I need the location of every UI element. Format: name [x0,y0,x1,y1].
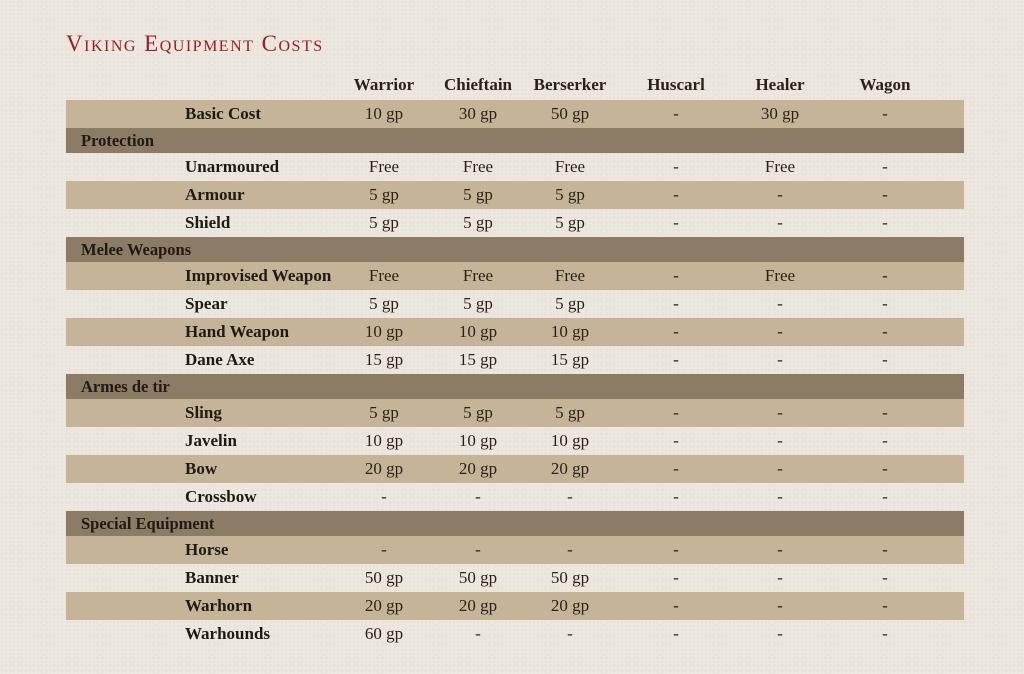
cost-cell: - [567,624,573,643]
column-header-healer: Healer [755,75,805,94]
cost-cell: Free [764,266,796,285]
table-row [66,536,964,564]
cost-cell: - [882,624,888,643]
cost-cell: - [475,540,481,559]
item-label: Crossbow [185,487,257,506]
cost-cell: 5 gp [463,294,493,313]
cost-cell: - [882,322,888,341]
cost-cell: 50 gp [458,568,498,587]
cost-cell: 20 gp [458,596,498,615]
cost-cell: 15 gp [364,350,404,369]
section-label: Protection [81,131,155,150]
cost-cell: - [567,487,573,506]
cost-cell: 20 gp [364,459,404,478]
cost-cell: - [882,350,888,369]
cost-cell: - [673,568,679,587]
cost-cell: - [882,568,888,587]
cost-cell: 15 gp [458,350,498,369]
section-label: Melee Weapons [81,240,192,259]
cost-cell: Free [554,266,586,285]
item-label: Bow [185,459,218,478]
cost-cell: - [673,294,679,313]
cost-cell: Free [462,157,494,176]
cost-cell: Free [764,157,796,176]
cost-cell: 10 gp [364,322,404,341]
cost-cell: 20 gp [550,596,590,615]
cost-cell: - [882,157,888,176]
cost-cell: Free [368,266,400,285]
cost-cell: 5 gp [463,403,493,422]
table-row [66,620,964,648]
column-header-chieftain: Chieftain [444,75,512,94]
table-row [66,483,964,511]
cost-cell: 15 gp [550,350,590,369]
table-row [66,399,964,427]
section-header [66,511,964,536]
cost-cell: 30 gp [760,104,800,123]
cost-cell: - [882,487,888,506]
cost-cell: - [673,487,679,506]
table-row [66,181,964,209]
cost-cell: - [381,487,387,506]
cost-cell: - [777,568,783,587]
item-label: Hand Weapon [185,322,290,341]
cost-cell: - [882,213,888,232]
item-label: Spear [185,294,228,313]
cost-cell: - [673,431,679,450]
table-row [66,427,964,455]
cost-cell: 20 gp [364,596,404,615]
item-label: Armour [185,185,245,204]
cost-cell: 10 gp [364,104,404,123]
cost-cell: - [882,266,888,285]
cost-cell: - [673,322,679,341]
cost-cell: 50 gp [550,104,590,123]
cost-cell: - [777,431,783,450]
cost-cell: - [777,624,783,643]
cost-cell: - [777,540,783,559]
cost-cell: - [475,624,481,643]
table-row [66,564,964,592]
cost-cell: - [882,403,888,422]
cost-cell: 5 gp [463,213,493,232]
cost-cell: 60 gp [364,624,404,643]
cost-cell: - [567,540,573,559]
table-row [66,100,964,128]
cost-cell: - [777,185,783,204]
cost-cell: 5 gp [369,294,399,313]
cost-cell: 10 gp [458,322,498,341]
cost-cell: - [777,350,783,369]
item-label: Unarmoured [185,157,280,176]
cost-cell: - [777,322,783,341]
cost-cell: 20 gp [458,459,498,478]
cost-cell: - [673,185,679,204]
cost-cell: - [673,266,679,285]
section-label: Armes de tir [81,377,170,396]
cost-cell: 5 gp [369,185,399,204]
cost-cell: - [882,185,888,204]
cost-cell: 5 gp [555,213,585,232]
cost-cell: 5 gp [369,213,399,232]
section-header [66,128,964,153]
cost-cell: - [673,157,679,176]
section-header [66,237,964,262]
cost-cell: 50 gp [550,568,590,587]
cost-cell: - [673,213,679,232]
section-header [66,374,964,399]
item-label: Shield [185,213,231,232]
page-title: Viking Equipment Costs [66,31,324,56]
cost-cell: Free [462,266,494,285]
cost-cell: 10 gp [364,431,404,450]
cost-cell: - [777,596,783,615]
cost-cell: - [882,459,888,478]
cost-cell: Free [554,157,586,176]
cost-cell: - [673,624,679,643]
cost-cell: 10 gp [458,431,498,450]
cost-cell: 5 gp [555,403,585,422]
table-row [66,209,964,237]
cost-cell: 50 gp [364,568,404,587]
item-label: Warhorn [185,596,253,615]
table-row [66,262,964,290]
cost-cell: 30 gp [458,104,498,123]
cost-cell: 5 gp [369,403,399,422]
cost-cell: 5 gp [555,185,585,204]
cost-cell: 5 gp [463,185,493,204]
cost-cell: Free [368,157,400,176]
item-label: Warhounds [185,624,271,643]
section-label: Special Equipment [81,514,215,533]
item-label: Horse [185,540,229,559]
item-label: Dane Axe [185,350,255,369]
item-label: Improvised Weapon [185,266,332,285]
cost-cell: - [381,540,387,559]
cost-cell: - [777,459,783,478]
cost-cell: - [777,213,783,232]
column-header-berserker: Berserker [533,75,607,94]
cost-cell: - [777,294,783,313]
cost-cell: - [673,104,679,123]
cost-cell: - [673,596,679,615]
table-row [66,455,964,483]
cost-cell: - [777,487,783,506]
cost-cell: 20 gp [550,459,590,478]
cost-cell: 10 gp [550,322,590,341]
item-label: Javelin [185,431,237,450]
cost-cell: - [882,294,888,313]
table-row [66,592,964,620]
item-label: Banner [185,568,239,587]
cost-cell: - [882,431,888,450]
table-row [66,318,964,346]
cost-cell: - [882,104,888,123]
cost-cell: - [882,540,888,559]
item-label: Sling [185,403,222,422]
table-row [66,346,964,374]
column-header-warrior: Warrior [353,75,415,94]
cost-cell: 5 gp [555,294,585,313]
column-header-wagon: Wagon [859,75,911,94]
cost-cell: - [673,403,679,422]
column-header-huscarl: Huscarl [647,75,705,94]
cost-cell: 10 gp [550,431,590,450]
cost-cell: - [673,459,679,478]
table-row [66,153,964,181]
cost-cell: - [777,403,783,422]
cost-cell: - [475,487,481,506]
cost-cell: - [882,596,888,615]
table-row [66,290,964,318]
cost-cell: - [673,350,679,369]
item-label: Basic Cost [185,104,262,123]
table-body [66,100,964,648]
cost-cell: - [673,540,679,559]
